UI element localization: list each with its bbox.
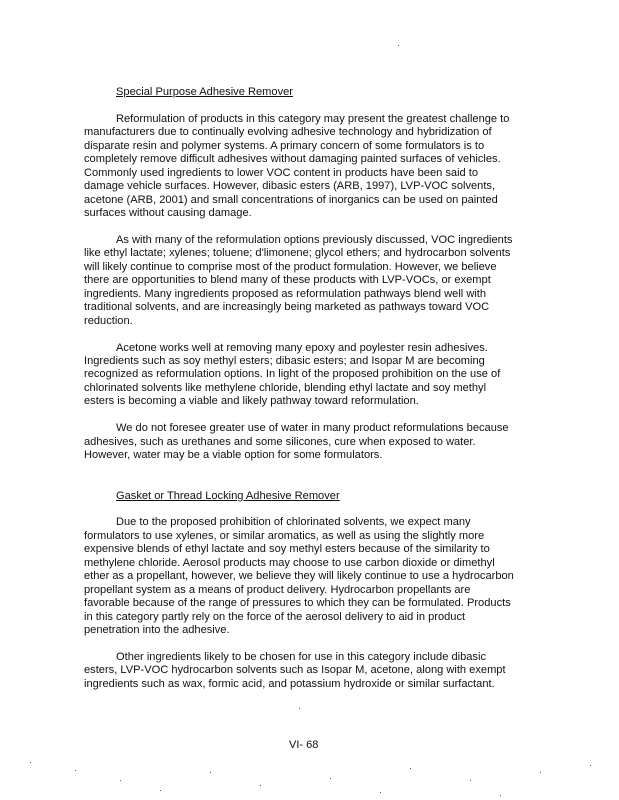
scan-artifact: [160, 790, 161, 791]
text-line: disparate resin and polymer systems. A primary concern of some formulators is to: [84, 139, 485, 152]
paragraph: [84, 234, 534, 328]
text-line: manufacturers due to continually evolving adhesive technology and hybridization of: [84, 126, 492, 139]
text-line: However, water may be a viable option for some formulators.: [84, 449, 383, 462]
text-line: acetone (ARB, 2001) and small concentrations of inorganics can be used on painted: [84, 193, 498, 206]
text-line: in this category partly rely on the force of the aerosol delivery to aid in product: [84, 610, 466, 623]
text-line: We do not foresee greater use of water in many product reformulations because: [116, 422, 509, 435]
text-line: methylene chloride. Aerosol products may choose to use carbon dioxide or dimethyl: [84, 556, 495, 569]
text-line: penetration into the adhesive.: [84, 624, 230, 637]
text-line: Ingredients such as soy methyl esters; dibasic esters; and Isopar M are becoming: [84, 355, 485, 368]
paragraph: [84, 342, 534, 409]
scan-artifact: [380, 792, 381, 793]
text-line: favorable because of the range of pressures to which they can be formulated. Products: [84, 597, 511, 610]
text-line: surfaces without causing damage.: [84, 207, 252, 220]
text-line: adhesives, such as urethanes and some silicones, cure when exposed to water.: [84, 435, 476, 448]
scan-artifact: [398, 45, 399, 46]
scan-artifact: [410, 768, 411, 769]
scan-artifact: [500, 795, 501, 796]
text-line: Reformulation of products in this category may present the greatest challenge to: [116, 112, 510, 125]
text-line: expensive blends of ethyl lactate and soy methyl esters because of the similarity to: [84, 543, 490, 556]
text-line: reduction.: [84, 314, 133, 327]
text-line: As with many of the reformulation options previously discussed, VOC ingredients: [116, 233, 513, 246]
section-heading: Gasket or Thread Locking Adhesive Remover: [116, 489, 340, 502]
text-line: recognized as reformulation options. In light of the proposed prohibition on the use of: [84, 368, 501, 381]
scan-artifact: [299, 708, 300, 709]
text-line: completely remove difficult adhesives without damaging painted surfaces of vehicles.: [84, 153, 501, 166]
paragraph: [84, 113, 534, 221]
section-gap: [84, 476, 534, 489]
text-line: ether as a propellant, however, we believe they will likely continue to use a hydrocarbon: [84, 570, 514, 583]
page-number: VI- 68: [289, 739, 319, 751]
text-line: formulators to use xylenes, or similar aromatics, as well as using the slightly more: [84, 529, 485, 542]
scan-artifact: [470, 780, 471, 781]
text-line: Acetone works well at removing many epoxy and poylester resin adhesives.: [116, 341, 488, 354]
paragraph: [84, 651, 534, 691]
text-line: like ethyl lactate; xylenes; toluene; d'limonene; glycol ethers; and hydrocarbon solvents: [84, 247, 511, 260]
text-line: Commonly used ingredients to lower VOC content in products have been said to: [84, 166, 479, 179]
scan-artifact: [590, 765, 591, 766]
scan-artifact: [260, 785, 261, 786]
scan-artifact: [210, 772, 211, 773]
text-line: damage vehicle surfaces. However, dibasic esters (ARB, 1997), LVP-VOC solvents,: [84, 180, 496, 193]
text-line: Other ingredients likely to be chosen for use in this category include dibasic: [116, 650, 486, 663]
text-line: chlorinated solvents like methylene chloride, blending ethyl lactate and soy methyl: [84, 381, 487, 394]
scan-artifact: [75, 770, 76, 771]
text-line: there are opportunities to blend many of these products with LVP-VOCs, or exempt: [84, 274, 491, 287]
text-line: Due to the proposed prohibition of chlorinated solvents, we expect many: [116, 516, 471, 529]
section-heading: Special Purpose Adhesive Remover: [116, 86, 293, 98]
scan-artifact: [330, 778, 331, 779]
scan-artifact: [540, 772, 541, 773]
paragraph: [84, 516, 534, 637]
text-line: esters, LVP-VOC hydrocarbon solvents such as Isopar M, acetone, along with exempt: [84, 664, 506, 677]
document-body: [84, 86, 534, 705]
text-line: will likely continue to comprise most of the product formulation. However, we believe: [84, 260, 497, 273]
text-line: esters is becoming a viable and likely pathway toward reformulation.: [84, 395, 419, 408]
text-line: ingredients such as wax, formic acid, and potassium hydroxide or similar surfactant.: [84, 677, 495, 690]
scan-artifact: [30, 762, 31, 763]
text-line: propellant system as a means of product delivery. Hydrocarbon propellants are: [84, 583, 471, 596]
scan-artifact: [120, 780, 121, 781]
text-line: ingredients. Many ingredients proposed as reformulation pathways blend well with: [84, 287, 487, 300]
paragraph: [84, 422, 534, 462]
text-line: traditional solvents, and are increasingly being marketed as pathways toward VOC: [84, 301, 490, 314]
